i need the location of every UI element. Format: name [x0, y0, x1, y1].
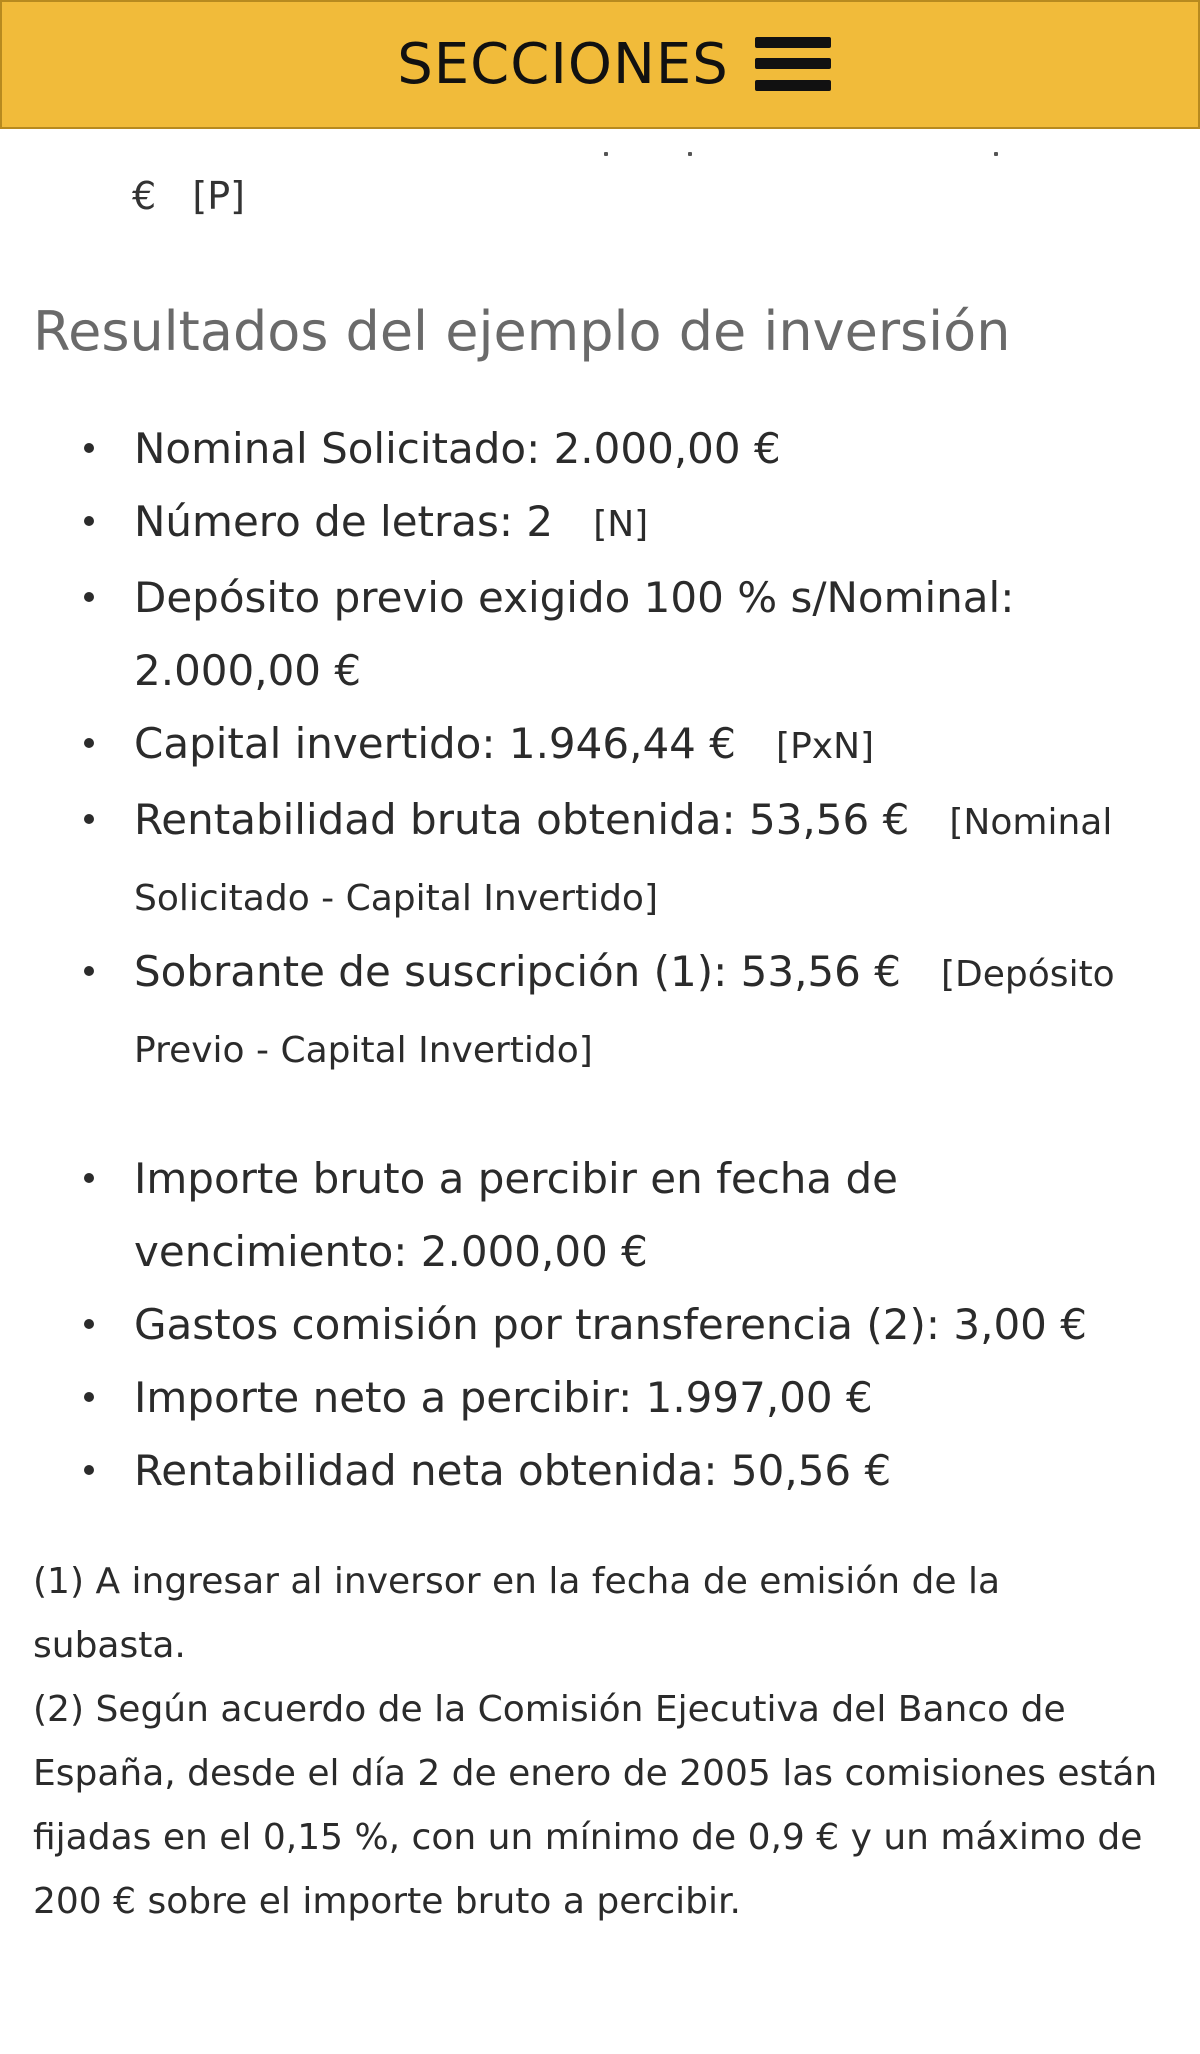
- list-item-text: Rentabilidad neta obtenida: 50,56 €: [134, 1446, 892, 1495]
- list-item: [0, 561, 1200, 707]
- bullet-icon: [84, 443, 94, 453]
- bullet-icon: [84, 1173, 94, 1183]
- list-item: [0, 485, 1200, 561]
- list-item-text: Gastos comisión por transferencia (2): 3,00 €: [134, 1300, 1087, 1349]
- sections-menu-toggle[interactable]: [397, 32, 831, 97]
- section-title: Resultados del ejemplo de inversión: [33, 300, 1011, 363]
- list-item: [0, 1361, 1200, 1434]
- footnote-1: (1) A ingresar al inversor en la fecha de emisión de la subasta.: [33, 1561, 1001, 1666]
- list-item: [0, 783, 1200, 935]
- bullet-icon: [84, 1392, 94, 1402]
- bullet-icon: [84, 1319, 94, 1329]
- bullet-icon: [84, 814, 94, 824]
- list-item-text: Importe neto a percibir: 1.997,00 €: [134, 1373, 873, 1422]
- bullet-icon: [84, 592, 94, 602]
- list-item: [0, 412, 1200, 485]
- list-item-note: [Depósito Previo - Capital Invertido]: [134, 954, 1115, 1071]
- bullet-icon: [84, 738, 94, 748]
- bullet-icon: [84, 516, 94, 526]
- list-item-text: Importe bruto a percibir en fecha de vencimiento: 2.000,00 €: [134, 1154, 899, 1276]
- clipped-text-row: [0, 130, 1200, 162]
- list-item: [0, 1288, 1200, 1361]
- list-item-text: Nominal Solicitado: 2.000,00 €: [134, 424, 781, 473]
- list-item: [0, 1434, 1200, 1507]
- list-item: [0, 707, 1200, 783]
- bullet-icon: [84, 1465, 94, 1475]
- results-list-2: [0, 1142, 1200, 1507]
- previous-formula-line: € [P]: [132, 174, 245, 218]
- sections-menu-bar[interactable]: [0, 0, 1200, 129]
- list-item-text: Número de letras: 2: [134, 497, 554, 546]
- list-item-note: [Nominal Solicitado - Capital Invertido]: [134, 802, 1113, 919]
- list-item-text: Depósito previo exigido 100 % s/Nominal: 2.000,00 €: [134, 573, 1015, 695]
- list-item-note: [PxN]: [776, 726, 875, 767]
- list-item-text: Sobrante de suscripción (1): 53,56 €: [134, 947, 901, 996]
- page-content: [0, 130, 1200, 2054]
- list-item: [0, 1142, 1200, 1288]
- sections-menu-label[interactable]: SECCIONES: [397, 32, 729, 97]
- footnotes: [33, 1550, 1163, 1934]
- list-item-text: Capital invertido: 1.946,44 €: [134, 719, 736, 768]
- list-item-text: Rentabilidad bruta obtenida: 53,56 €: [134, 795, 910, 844]
- results-list: [0, 412, 1200, 1087]
- hamburger-menu-icon[interactable]: [755, 37, 831, 91]
- list-item-note: [N]: [593, 504, 649, 545]
- list-item: [0, 935, 1200, 1087]
- footnote-2: (2) Según acuerdo de la Comisión Ejecutiva del Banco de España, desde el día 2 de enero de 2005 las comisiones están fijadas en el 0,15 %, con un mínimo de 0,9 € y un máximo de 200 € sobre el importe bruto a percibir.: [33, 1689, 1158, 1922]
- bullet-icon: [84, 966, 94, 976]
